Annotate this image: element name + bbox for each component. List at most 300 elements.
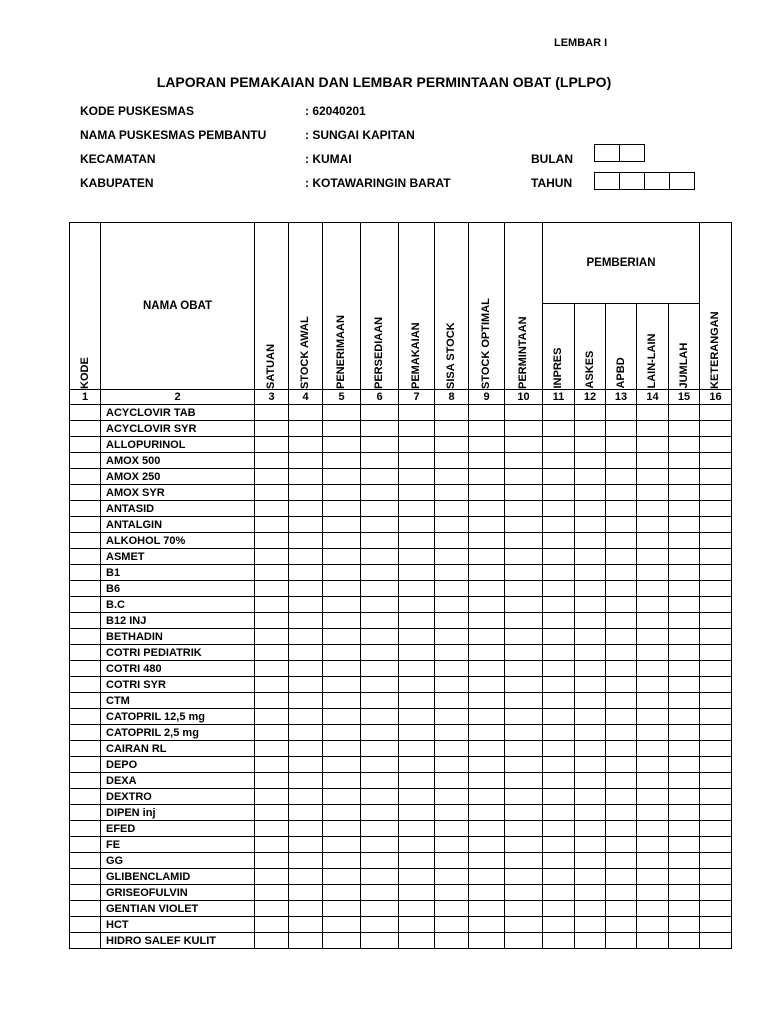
- table-cell[interactable]: [575, 933, 606, 949]
- table-cell[interactable]: [637, 565, 669, 581]
- table-cell[interactable]: [255, 629, 289, 645]
- table-cell[interactable]: [606, 917, 637, 933]
- table-cell[interactable]: [700, 629, 732, 645]
- table-cell[interactable]: [700, 853, 732, 869]
- table-cell[interactable]: [70, 629, 101, 645]
- table-cell[interactable]: [637, 917, 669, 933]
- table-cell[interactable]: [323, 757, 361, 773]
- table-cell[interactable]: [289, 469, 323, 485]
- table-cell[interactable]: [575, 901, 606, 917]
- table-cell[interactable]: [399, 661, 435, 677]
- table-cell[interactable]: [637, 693, 669, 709]
- table-cell[interactable]: [361, 453, 399, 469]
- table-cell[interactable]: [323, 549, 361, 565]
- table-cell[interactable]: [435, 741, 469, 757]
- table-cell[interactable]: [289, 789, 323, 805]
- table-cell[interactable]: [505, 677, 543, 693]
- table-cell[interactable]: [399, 437, 435, 453]
- table-cell[interactable]: [543, 837, 575, 853]
- table-cell[interactable]: [469, 773, 505, 789]
- table-cell[interactable]: [435, 773, 469, 789]
- table-cell[interactable]: [469, 613, 505, 629]
- table-cell[interactable]: [323, 629, 361, 645]
- table-cell[interactable]: [700, 549, 732, 565]
- table-cell[interactable]: [435, 453, 469, 469]
- table-cell[interactable]: [70, 901, 101, 917]
- table-cell[interactable]: [323, 725, 361, 741]
- table-cell[interactable]: [606, 437, 637, 453]
- table-cell[interactable]: [469, 581, 505, 597]
- table-cell[interactable]: [469, 645, 505, 661]
- table-cell[interactable]: [505, 437, 543, 453]
- table-cell[interactable]: [255, 837, 289, 853]
- table-cell[interactable]: [255, 885, 289, 901]
- table-cell[interactable]: [700, 437, 732, 453]
- table-cell[interactable]: [543, 421, 575, 437]
- table-cell[interactable]: [637, 581, 669, 597]
- table-cell[interactable]: [70, 597, 101, 613]
- table-cell[interactable]: [669, 421, 700, 437]
- table-cell[interactable]: [289, 725, 323, 741]
- table-cell[interactable]: [70, 693, 101, 709]
- table-cell[interactable]: [606, 629, 637, 645]
- table-cell[interactable]: [669, 485, 700, 501]
- table-cell[interactable]: [700, 597, 732, 613]
- table-cell[interactable]: [361, 469, 399, 485]
- table-cell[interactable]: [435, 853, 469, 869]
- table-cell[interactable]: [361, 533, 399, 549]
- table-cell[interactable]: [637, 933, 669, 949]
- table-cell[interactable]: [361, 741, 399, 757]
- table-cell[interactable]: [323, 485, 361, 501]
- table-cell[interactable]: [323, 693, 361, 709]
- table-cell[interactable]: [361, 645, 399, 661]
- table-cell[interactable]: [669, 789, 700, 805]
- table-cell[interactable]: [700, 469, 732, 485]
- table-cell[interactable]: [469, 693, 505, 709]
- table-cell[interactable]: [70, 405, 101, 421]
- table-cell[interactable]: [323, 933, 361, 949]
- table-cell[interactable]: [700, 581, 732, 597]
- table-cell[interactable]: [255, 789, 289, 805]
- table-cell[interactable]: [669, 773, 700, 789]
- table-cell[interactable]: [543, 885, 575, 901]
- table-cell[interactable]: [70, 853, 101, 869]
- table-cell[interactable]: [606, 517, 637, 533]
- table-cell[interactable]: [606, 549, 637, 565]
- table-cell[interactable]: [700, 773, 732, 789]
- table-cell[interactable]: [606, 485, 637, 501]
- table-cell[interactable]: [637, 661, 669, 677]
- table-cell[interactable]: [669, 693, 700, 709]
- table-cell[interactable]: [435, 645, 469, 661]
- table-cell[interactable]: [669, 677, 700, 693]
- table-cell[interactable]: [435, 933, 469, 949]
- table-cell[interactable]: [361, 565, 399, 581]
- table-cell[interactable]: [255, 405, 289, 421]
- table-cell[interactable]: [700, 869, 732, 885]
- table-cell[interactable]: [435, 613, 469, 629]
- table-cell[interactable]: [361, 693, 399, 709]
- table-cell[interactable]: [361, 757, 399, 773]
- table-cell[interactable]: [289, 517, 323, 533]
- table-cell[interactable]: [361, 917, 399, 933]
- table-cell[interactable]: [669, 821, 700, 837]
- table-cell[interactable]: [70, 757, 101, 773]
- table-cell[interactable]: [255, 565, 289, 581]
- table-cell[interactable]: [70, 469, 101, 485]
- table-cell[interactable]: [575, 805, 606, 821]
- table-cell[interactable]: [323, 533, 361, 549]
- table-cell[interactable]: [700, 789, 732, 805]
- table-cell[interactable]: [323, 869, 361, 885]
- table-cell[interactable]: [700, 741, 732, 757]
- table-cell[interactable]: [575, 773, 606, 789]
- table-cell[interactable]: [505, 741, 543, 757]
- table-cell[interactable]: [70, 533, 101, 549]
- table-cell[interactable]: [361, 661, 399, 677]
- table-cell[interactable]: [505, 821, 543, 837]
- table-cell[interactable]: [289, 917, 323, 933]
- table-cell[interactable]: [399, 869, 435, 885]
- table-cell[interactable]: [469, 821, 505, 837]
- table-cell[interactable]: [575, 837, 606, 853]
- table-cell[interactable]: [399, 613, 435, 629]
- table-cell[interactable]: [469, 789, 505, 805]
- table-cell[interactable]: [669, 405, 700, 421]
- table-cell[interactable]: [469, 741, 505, 757]
- table-cell[interactable]: [505, 901, 543, 917]
- table-cell[interactable]: [435, 677, 469, 693]
- table-cell[interactable]: [255, 869, 289, 885]
- table-cell[interactable]: [435, 901, 469, 917]
- table-cell[interactable]: [669, 437, 700, 453]
- table-cell[interactable]: [70, 837, 101, 853]
- table-cell[interactable]: [255, 469, 289, 485]
- bulan-boxes[interactable]: [595, 144, 645, 162]
- table-cell[interactable]: [669, 869, 700, 885]
- table-cell[interactable]: [637, 645, 669, 661]
- table-cell[interactable]: [606, 693, 637, 709]
- table-cell[interactable]: [70, 517, 101, 533]
- table-cell[interactable]: [435, 725, 469, 741]
- table-cell[interactable]: [469, 533, 505, 549]
- table-cell[interactable]: [255, 901, 289, 917]
- table-cell[interactable]: [399, 469, 435, 485]
- table-cell[interactable]: [700, 709, 732, 725]
- table-cell[interactable]: [469, 469, 505, 485]
- table-cell[interactable]: [361, 581, 399, 597]
- table-cell[interactable]: [669, 645, 700, 661]
- table-cell[interactable]: [575, 421, 606, 437]
- table-cell[interactable]: [469, 869, 505, 885]
- table-cell[interactable]: [399, 677, 435, 693]
- table-cell[interactable]: [70, 437, 101, 453]
- table-cell[interactable]: [469, 725, 505, 741]
- table-cell[interactable]: [361, 549, 399, 565]
- table-cell[interactable]: [669, 709, 700, 725]
- table-cell[interactable]: [255, 757, 289, 773]
- table-cell[interactable]: [70, 917, 101, 933]
- table-cell[interactable]: [606, 725, 637, 741]
- table-cell[interactable]: [323, 405, 361, 421]
- table-cell[interactable]: [606, 741, 637, 757]
- table-cell[interactable]: [700, 565, 732, 581]
- table-cell[interactable]: [469, 453, 505, 469]
- table-cell[interactable]: [361, 837, 399, 853]
- table-cell[interactable]: [669, 629, 700, 645]
- table-cell[interactable]: [469, 485, 505, 501]
- table-cell[interactable]: [70, 549, 101, 565]
- table-cell[interactable]: [606, 757, 637, 773]
- table-cell[interactable]: [505, 501, 543, 517]
- table-cell[interactable]: [700, 693, 732, 709]
- table-cell[interactable]: [637, 485, 669, 501]
- table-cell[interactable]: [543, 469, 575, 485]
- table-cell[interactable]: [70, 725, 101, 741]
- table-cell[interactable]: [575, 453, 606, 469]
- table-cell[interactable]: [399, 885, 435, 901]
- table-cell[interactable]: [361, 501, 399, 517]
- table-cell[interactable]: [289, 757, 323, 773]
- table-cell[interactable]: [435, 805, 469, 821]
- table-cell[interactable]: [70, 421, 101, 437]
- table-cell[interactable]: [543, 485, 575, 501]
- table-cell[interactable]: [435, 661, 469, 677]
- table-cell[interactable]: [637, 709, 669, 725]
- table-cell[interactable]: [361, 773, 399, 789]
- table-cell[interactable]: [669, 741, 700, 757]
- table-cell[interactable]: [323, 517, 361, 533]
- table-cell[interactable]: [399, 805, 435, 821]
- table-cell[interactable]: [255, 661, 289, 677]
- table-cell[interactable]: [361, 613, 399, 629]
- table-cell[interactable]: [505, 613, 543, 629]
- table-cell[interactable]: [289, 885, 323, 901]
- table-cell[interactable]: [361, 421, 399, 437]
- table-cell[interactable]: [669, 613, 700, 629]
- table-cell[interactable]: [323, 917, 361, 933]
- table-cell[interactable]: [70, 453, 101, 469]
- table-cell[interactable]: [700, 517, 732, 533]
- table-cell[interactable]: [575, 645, 606, 661]
- table-cell[interactable]: [637, 405, 669, 421]
- table-cell[interactable]: [505, 693, 543, 709]
- table-cell[interactable]: [255, 501, 289, 517]
- table-cell[interactable]: [255, 421, 289, 437]
- table-cell[interactable]: [606, 469, 637, 485]
- table-cell[interactable]: [70, 869, 101, 885]
- table-cell[interactable]: [700, 757, 732, 773]
- table-cell[interactable]: [70, 821, 101, 837]
- table-cell[interactable]: [637, 725, 669, 741]
- table-cell[interactable]: [669, 757, 700, 773]
- table-cell[interactable]: [255, 933, 289, 949]
- table-cell[interactable]: [606, 597, 637, 613]
- table-cell[interactable]: [255, 821, 289, 837]
- table-cell[interactable]: [606, 661, 637, 677]
- table-cell[interactable]: [469, 917, 505, 933]
- table-cell[interactable]: [289, 805, 323, 821]
- table-cell[interactable]: [505, 853, 543, 869]
- table-cell[interactable]: [435, 565, 469, 581]
- table-cell[interactable]: [505, 597, 543, 613]
- table-cell[interactable]: [575, 437, 606, 453]
- table-cell[interactable]: [505, 405, 543, 421]
- table-cell[interactable]: [505, 581, 543, 597]
- table-cell[interactable]: [637, 677, 669, 693]
- table-cell[interactable]: [70, 773, 101, 789]
- table-cell[interactable]: [606, 821, 637, 837]
- table-cell[interactable]: [70, 885, 101, 901]
- table-cell[interactable]: [505, 453, 543, 469]
- table-cell[interactable]: [361, 405, 399, 421]
- table-cell[interactable]: [543, 725, 575, 741]
- table-cell[interactable]: [505, 933, 543, 949]
- table-cell[interactable]: [399, 789, 435, 805]
- table-cell[interactable]: [399, 645, 435, 661]
- table-cell[interactable]: [606, 405, 637, 421]
- table-cell[interactable]: [469, 837, 505, 853]
- table-cell[interactable]: [669, 933, 700, 949]
- table-cell[interactable]: [323, 613, 361, 629]
- table-cell[interactable]: [255, 725, 289, 741]
- table-cell[interactable]: [575, 565, 606, 581]
- table-cell[interactable]: [435, 789, 469, 805]
- table-cell[interactable]: [399, 693, 435, 709]
- table-cell[interactable]: [700, 901, 732, 917]
- table-cell[interactable]: [70, 645, 101, 661]
- table-cell[interactable]: [70, 741, 101, 757]
- table-cell[interactable]: [435, 469, 469, 485]
- table-cell[interactable]: [70, 581, 101, 597]
- table-cell[interactable]: [255, 533, 289, 549]
- table-cell[interactable]: [469, 933, 505, 949]
- table-cell[interactable]: [255, 853, 289, 869]
- table-cell[interactable]: [637, 805, 669, 821]
- table-cell[interactable]: [575, 917, 606, 933]
- table-cell[interactable]: [543, 517, 575, 533]
- table-cell[interactable]: [543, 405, 575, 421]
- table-cell[interactable]: [575, 693, 606, 709]
- table-cell[interactable]: [70, 613, 101, 629]
- table-cell[interactable]: [669, 533, 700, 549]
- table-cell[interactable]: [637, 901, 669, 917]
- table-cell[interactable]: [435, 629, 469, 645]
- table-cell[interactable]: [323, 821, 361, 837]
- table-cell[interactable]: [361, 805, 399, 821]
- table-cell[interactable]: [289, 837, 323, 853]
- table-cell[interactable]: [70, 789, 101, 805]
- table-cell[interactable]: [575, 661, 606, 677]
- table-cell[interactable]: [289, 693, 323, 709]
- table-cell[interactable]: [469, 437, 505, 453]
- table-cell[interactable]: [606, 677, 637, 693]
- table-cell[interactable]: [469, 805, 505, 821]
- table-cell[interactable]: [399, 917, 435, 933]
- table-cell[interactable]: [606, 789, 637, 805]
- table-cell[interactable]: [606, 453, 637, 469]
- table-cell[interactable]: [399, 741, 435, 757]
- table-cell[interactable]: [289, 661, 323, 677]
- table-cell[interactable]: [289, 613, 323, 629]
- table-cell[interactable]: [469, 677, 505, 693]
- table-cell[interactable]: [669, 453, 700, 469]
- table-cell[interactable]: [399, 629, 435, 645]
- table-cell[interactable]: [700, 501, 732, 517]
- table-cell[interactable]: [289, 501, 323, 517]
- table-cell[interactable]: [700, 645, 732, 661]
- table-cell[interactable]: [575, 485, 606, 501]
- table-cell[interactable]: [543, 581, 575, 597]
- table-cell[interactable]: [435, 821, 469, 837]
- table-cell[interactable]: [361, 709, 399, 725]
- table-cell[interactable]: [289, 565, 323, 581]
- table-cell[interactable]: [399, 821, 435, 837]
- table-cell[interactable]: [575, 597, 606, 613]
- table-cell[interactable]: [606, 709, 637, 725]
- table-cell[interactable]: [469, 549, 505, 565]
- table-cell[interactable]: [669, 517, 700, 533]
- table-cell[interactable]: [575, 789, 606, 805]
- table-cell[interactable]: [255, 453, 289, 469]
- table-cell[interactable]: [435, 757, 469, 773]
- table-cell[interactable]: [289, 549, 323, 565]
- table-cell[interactable]: [435, 437, 469, 453]
- table-cell[interactable]: [505, 709, 543, 725]
- table-cell[interactable]: [505, 869, 543, 885]
- table-cell[interactable]: [700, 421, 732, 437]
- table-cell[interactable]: [255, 917, 289, 933]
- table-cell[interactable]: [399, 565, 435, 581]
- table-cell[interactable]: [505, 469, 543, 485]
- table-cell[interactable]: [637, 469, 669, 485]
- table-cell[interactable]: [255, 581, 289, 597]
- table-cell[interactable]: [606, 805, 637, 821]
- table-cell[interactable]: [505, 805, 543, 821]
- table-cell[interactable]: [637, 757, 669, 773]
- table-cell[interactable]: [543, 757, 575, 773]
- table-cell[interactable]: [289, 581, 323, 597]
- table-cell[interactable]: [469, 405, 505, 421]
- table-cell[interactable]: [289, 741, 323, 757]
- table-cell[interactable]: [575, 469, 606, 485]
- table-cell[interactable]: [323, 469, 361, 485]
- table-cell[interactable]: [543, 453, 575, 469]
- table-cell[interactable]: [399, 773, 435, 789]
- table-cell[interactable]: [399, 757, 435, 773]
- table-cell[interactable]: [543, 501, 575, 517]
- table-cell[interactable]: [289, 869, 323, 885]
- table-cell[interactable]: [700, 533, 732, 549]
- table-cell[interactable]: [637, 501, 669, 517]
- table-cell[interactable]: [361, 597, 399, 613]
- table-cell[interactable]: [606, 853, 637, 869]
- table-cell[interactable]: [505, 661, 543, 677]
- table-cell[interactable]: [606, 645, 637, 661]
- table-cell[interactable]: [323, 645, 361, 661]
- table-cell[interactable]: [435, 485, 469, 501]
- table-cell[interactable]: [606, 533, 637, 549]
- table-cell[interactable]: [700, 453, 732, 469]
- table-cell[interactable]: [323, 501, 361, 517]
- table-cell[interactable]: [700, 917, 732, 933]
- table-cell[interactable]: [669, 917, 700, 933]
- table-cell[interactable]: [399, 517, 435, 533]
- table-cell[interactable]: [637, 821, 669, 837]
- table-cell[interactable]: [323, 677, 361, 693]
- table-cell[interactable]: [361, 725, 399, 741]
